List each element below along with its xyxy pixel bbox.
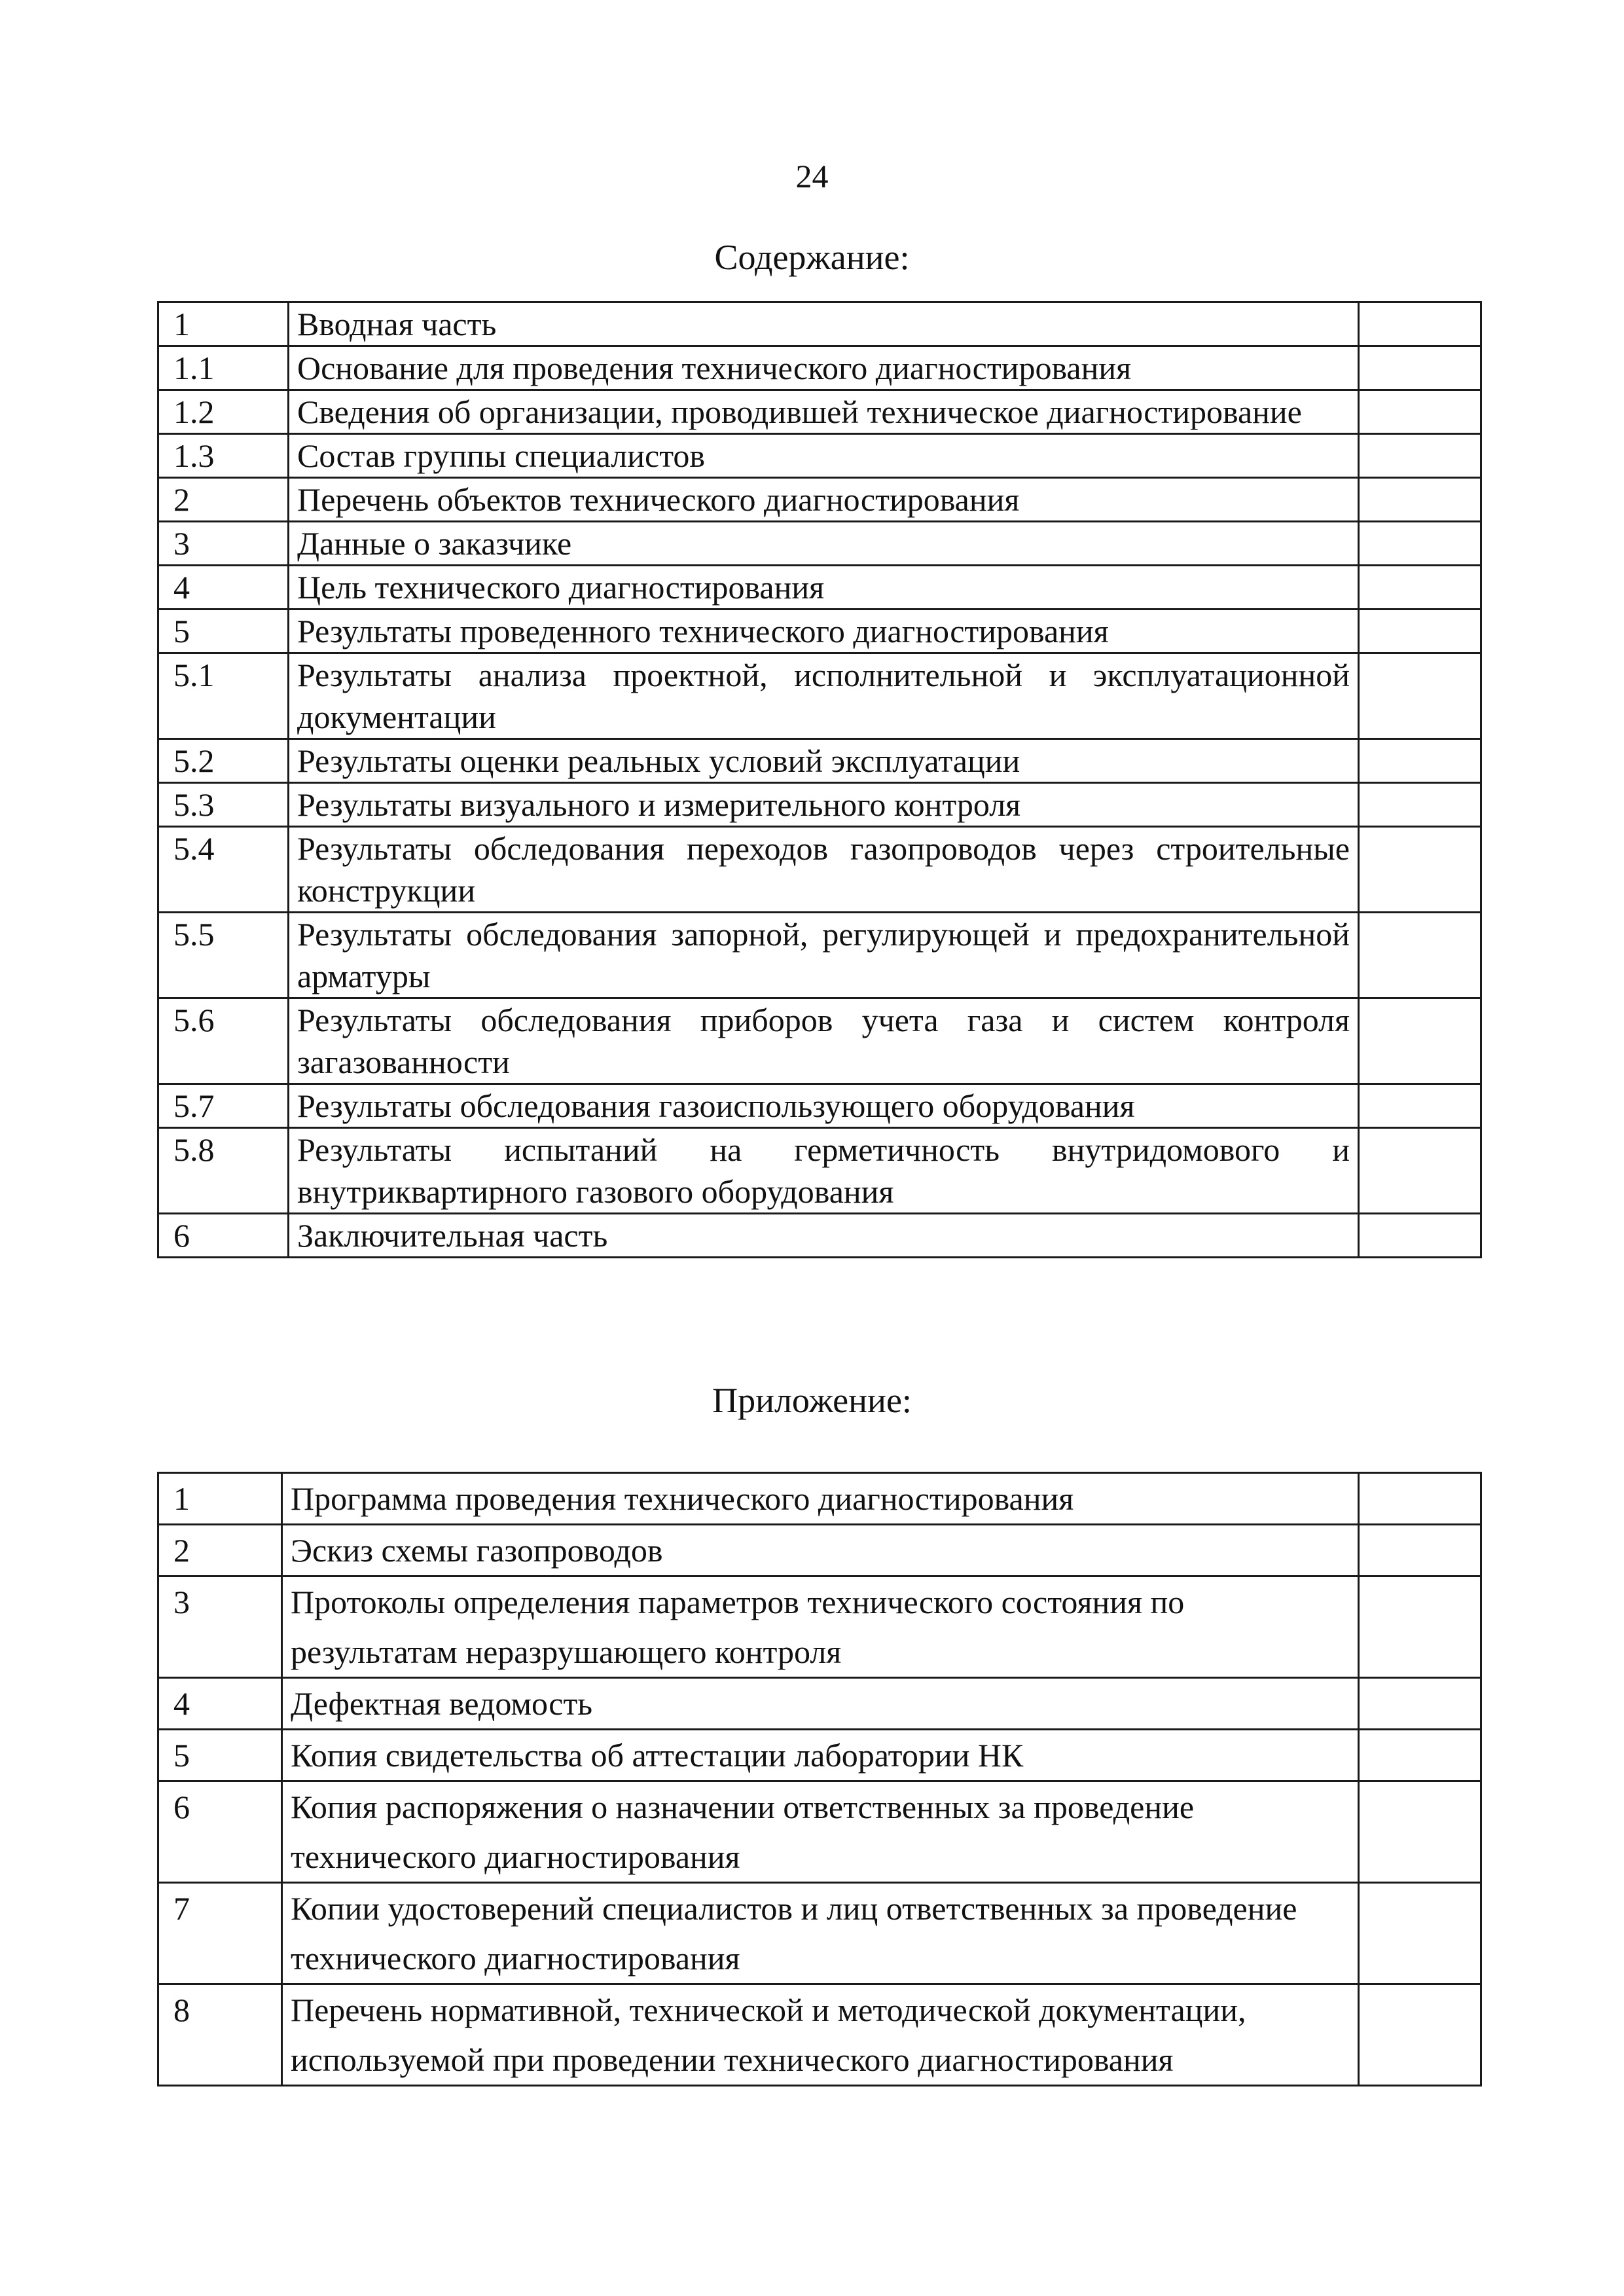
appendix-page-cell: [1359, 1473, 1481, 1525]
appendix-page-cell: [1359, 1781, 1481, 1883]
contents-row: [158, 566, 1481, 610]
appendix-item-title: Перечень нормативной, технической и методической документации, используемой при проведении технического диагностирования: [282, 1984, 1359, 2086]
appendix-row: [158, 1678, 1481, 1730]
appendix-item-title: Дефектная ведомость: [282, 1678, 1359, 1730]
contents-row: [158, 478, 1481, 522]
appendix-row: [158, 1525, 1481, 1576]
appendix-item-number: 4: [158, 1678, 282, 1730]
contents-item-number: 1.1: [158, 346, 289, 390]
appendix-item-number: 8: [158, 1984, 282, 2086]
contents-page-cell: [1359, 522, 1481, 566]
appendix-page-cell: [1359, 1525, 1481, 1576]
contents-row: [158, 998, 1481, 1084]
contents-row: [158, 302, 1481, 346]
contents-page-cell: [1359, 998, 1481, 1084]
contents-item-number: 1.2: [158, 390, 289, 434]
contents-item-title: Результаты обследования газоиспользующего оборудования: [289, 1084, 1359, 1128]
contents-page-cell: [1359, 739, 1481, 783]
contents-item-number: 5.8: [158, 1128, 289, 1214]
contents-page-cell: [1359, 1214, 1481, 1258]
contents-item-number: 5: [158, 610, 289, 653]
contents-row: [158, 1128, 1481, 1214]
contents-item-number: 5.3: [158, 783, 289, 827]
appendix-page-cell: [1359, 1984, 1481, 2086]
contents-heading: Содержание:: [714, 238, 910, 277]
contents-row: [158, 610, 1481, 653]
contents-page-cell: [1359, 783, 1481, 827]
contents-page-cell: [1359, 390, 1481, 434]
contents-item-title: Результаты проведенного технического диагностирования: [289, 610, 1359, 653]
appendix-item-title: Копия распоряжения о назначении ответственных за проведение технического диагностирования: [282, 1781, 1359, 1883]
contents-item-number: 5.5: [158, 913, 289, 998]
contents-page-cell: [1359, 1084, 1481, 1128]
contents-row: [158, 913, 1481, 998]
appendix-page-cell: [1359, 1883, 1481, 1984]
appendix-heading: Приложение:: [712, 1381, 912, 1420]
contents-row: [158, 1084, 1481, 1128]
contents-item-title: Данные о заказчике: [289, 522, 1359, 566]
contents-row: [158, 827, 1481, 913]
appendix-item-title: Копия свидетельства об аттестации лаборатории НК: [282, 1730, 1359, 1781]
appendix-page-cell: [1359, 1730, 1481, 1781]
contents-row: [158, 653, 1481, 739]
contents-item-number: 1.3: [158, 434, 289, 478]
contents-item-number: 6: [158, 1214, 289, 1258]
contents-page-cell: [1359, 653, 1481, 739]
contents-item-title: Основание для проведения технического диагностирования: [289, 346, 1359, 390]
contents-page-cell: [1359, 566, 1481, 610]
appendix-row: [158, 1576, 1481, 1678]
contents-item-number: 5.7: [158, 1084, 289, 1128]
contents-item-title: Перечень объектов технического диагностирования: [289, 478, 1359, 522]
contents-row: [158, 346, 1481, 390]
contents-item-number: 5.6: [158, 998, 289, 1084]
contents-item-title: Результаты оценки реальных условий эксплуатации: [289, 739, 1359, 783]
contents-row: [158, 739, 1481, 783]
contents-item-title: Результаты испытаний на герметичность внутридомового и внутриквартирного газового оборудования: [289, 1128, 1359, 1214]
appendix-item-number: 6: [158, 1781, 282, 1883]
contents-item-title: Результаты обследования приборов учета газа и систем контроля загазованности: [289, 998, 1359, 1084]
contents-item-number: 5.1: [158, 653, 289, 739]
contents-page-cell: [1359, 610, 1481, 653]
contents-row: [158, 783, 1481, 827]
contents-item-number: 3: [158, 522, 289, 566]
contents-item-title: Заключительная часть: [289, 1214, 1359, 1258]
contents-item-number: 4: [158, 566, 289, 610]
appendix-item-number: 3: [158, 1576, 282, 1678]
appendix-item-title: Протоколы определения параметров технического состояния по результатам неразрушающего контроля: [282, 1576, 1359, 1678]
contents-item-title: Результаты обследования запорной, регулирующей и предохранительной арматуры: [289, 913, 1359, 998]
appendix-row: [158, 1984, 1481, 2086]
appendix-item-title: Программа проведения технического диагностирования: [282, 1473, 1359, 1525]
page-number: 24: [795, 158, 829, 194]
contents-item-number: 5.2: [158, 739, 289, 783]
contents-page-cell: [1359, 346, 1481, 390]
appendix-item-number: 5: [158, 1730, 282, 1781]
contents-item-title: Цель технического диагностирования: [289, 566, 1359, 610]
contents-row: [158, 390, 1481, 434]
contents-item-number: 5.4: [158, 827, 289, 913]
appendix-row: [158, 1730, 1481, 1781]
contents-item-number: 1: [158, 302, 289, 346]
appendix-item-number: 1: [158, 1473, 282, 1525]
contents-item-title: Сведения об организации, проводившей техническое диагностирование: [289, 390, 1359, 434]
contents-item-title: Результаты анализа проектной, исполнительной и эксплуатационной документации: [289, 653, 1359, 739]
appendix-item-title: Эскиз схемы газопроводов: [282, 1525, 1359, 1576]
contents-item-title: Результаты визуального и измерительного контроля: [289, 783, 1359, 827]
contents-page-cell: [1359, 827, 1481, 913]
contents-item-title: Вводная часть: [289, 302, 1359, 346]
contents-table: [157, 301, 1482, 1258]
appendix-row: [158, 1473, 1481, 1525]
contents-row: [158, 1214, 1481, 1258]
contents-page-cell: [1359, 302, 1481, 346]
contents-page-cell: [1359, 913, 1481, 998]
appendix-page-cell: [1359, 1678, 1481, 1730]
appendix-page-cell: [1359, 1576, 1481, 1678]
appendix-item-number: 7: [158, 1883, 282, 1984]
contents-row: [158, 434, 1481, 478]
contents-row: [158, 522, 1481, 566]
contents-page-cell: [1359, 1128, 1481, 1214]
appendix-row: [158, 1883, 1481, 1984]
contents-page-cell: [1359, 434, 1481, 478]
appendix-item-number: 2: [158, 1525, 282, 1576]
contents-item-number: 2: [158, 478, 289, 522]
appendix-table: [157, 1472, 1482, 2086]
contents-item-title: Состав группы специалистов: [289, 434, 1359, 478]
contents-item-title: Результаты обследования переходов газопроводов через строительные конструкции: [289, 827, 1359, 913]
appendix-item-title: Копии удостоверений специалистов и лиц ответственных за проведение технического диагностирования: [282, 1883, 1359, 1984]
contents-page-cell: [1359, 478, 1481, 522]
appendix-row: [158, 1781, 1481, 1883]
